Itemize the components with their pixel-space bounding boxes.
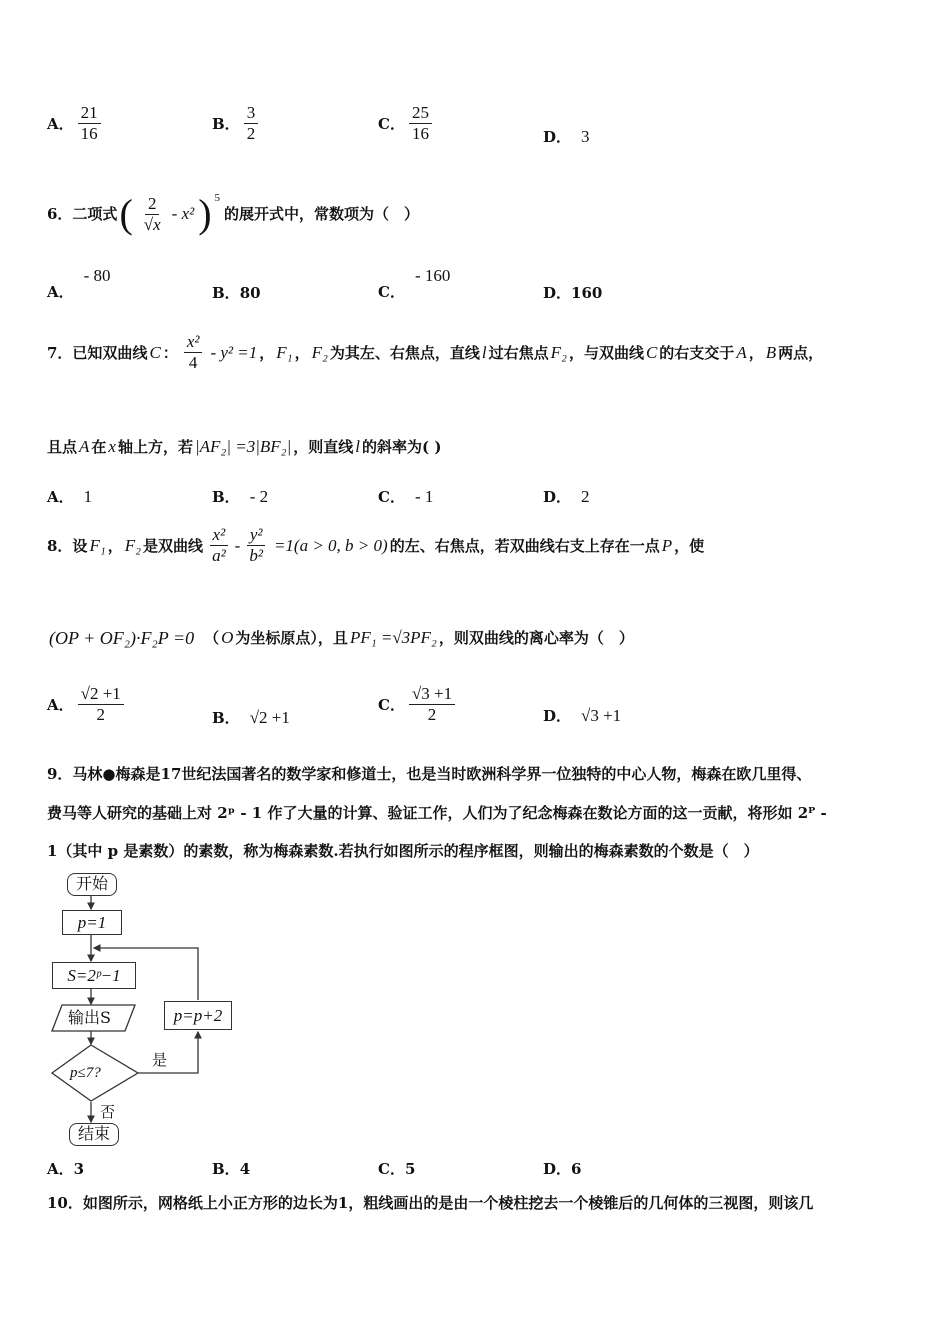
q9-option-b xyxy=(212,1159,250,1179)
fraction xyxy=(244,525,268,566)
fraction xyxy=(182,332,205,373)
text: ，则双曲线的离心率为（ ） xyxy=(438,629,634,647)
fraction xyxy=(139,194,166,235)
numerator: y² xyxy=(247,525,266,546)
option-label: B． xyxy=(212,284,240,302)
option-value: 4 xyxy=(239,1160,251,1178)
option-value: 160 xyxy=(571,284,603,302)
denominator: 2 xyxy=(427,705,437,724)
q7-stem-line1 xyxy=(47,332,823,373)
option-label: A． xyxy=(47,695,74,714)
denominator: 2 xyxy=(96,705,105,724)
q9-stem-line1: 9．马林●梅森是17世纪法国著名的数学家和修道士，也是当时欧洲科学界一位独特的中心人物，梅森在欧几里得、 xyxy=(47,765,812,783)
option-value: - 160 xyxy=(414,266,451,285)
math: x xyxy=(108,437,116,456)
option-value: - 1 xyxy=(414,487,434,506)
option-label: C． xyxy=(378,695,405,714)
numerator: √3 +1 xyxy=(409,684,455,705)
text: ， xyxy=(294,343,310,362)
math: F₂ xyxy=(124,535,142,555)
option-label: D． xyxy=(543,488,572,506)
option-value: 3 xyxy=(581,127,590,146)
q9-option-a xyxy=(47,1159,84,1179)
option-label: B． xyxy=(212,709,240,727)
denominator: 16 xyxy=(80,124,98,143)
q6-term: - x² xyxy=(171,204,195,223)
math: C xyxy=(645,342,658,362)
option-label: D． xyxy=(543,707,572,725)
option-value: √3 +1 xyxy=(581,706,622,725)
fraction xyxy=(409,684,455,725)
text: 过右焦点 xyxy=(488,343,549,362)
q10-stem-line1: 10．如图所示，网格纸上小正方形的边长为1，粗线画出的是由一个棱柱挖去一个棱锥后的几何体的三视图，则该几 xyxy=(47,1194,814,1212)
math: =1(a > 0, b > 0) xyxy=(273,535,388,555)
text: ，使 xyxy=(674,536,705,555)
text: ， xyxy=(748,343,764,362)
numerator: √2 +1 xyxy=(78,684,124,705)
denominator: √x xyxy=(143,214,161,234)
text: 且点 xyxy=(47,438,78,456)
fraction xyxy=(244,103,259,144)
text: 轴上方，若 xyxy=(117,438,193,456)
text: （ xyxy=(204,629,220,647)
q8-option-c xyxy=(378,684,459,725)
q5-option-d xyxy=(543,127,590,147)
q6-option-d xyxy=(543,283,602,303)
flowchart xyxy=(40,866,270,1151)
flowchart-end: 结束 xyxy=(69,1123,119,1146)
text: ，与双曲线 xyxy=(568,343,644,362)
math: |AF₂| =3|BF₂| xyxy=(194,437,292,456)
q6-stem xyxy=(47,192,419,236)
option-value: - 2 xyxy=(249,487,269,506)
option-label: C． xyxy=(378,114,405,133)
text: ， xyxy=(107,536,123,555)
option-value: 2 xyxy=(581,487,590,506)
q7-stem-line2 xyxy=(47,437,441,457)
math: (OP + OF₂)·F₂P =0 xyxy=(49,628,195,648)
text: 是双曲线 xyxy=(143,536,204,555)
q8-option-d xyxy=(543,706,621,726)
q9-option-c xyxy=(378,1159,415,1179)
q6-option-b xyxy=(212,283,261,303)
q8-option-b xyxy=(212,708,290,728)
math: F₂ xyxy=(550,342,567,362)
flowchart-update: p=p+2 xyxy=(164,1001,232,1030)
option-label: B． xyxy=(212,114,240,133)
text: 的斜率为( ) xyxy=(362,438,442,456)
q7-option-c xyxy=(378,487,433,507)
numerator: 2 xyxy=(145,194,160,215)
q6-suffix: 的展开式中，常数项为（ ） xyxy=(224,205,420,223)
paren-left: ( xyxy=(119,191,133,236)
option-label: A． xyxy=(47,114,74,133)
numerator: x² xyxy=(210,525,229,546)
text: 为坐标原点），且 xyxy=(235,629,348,647)
numerator: 21 xyxy=(78,103,101,124)
q8-stem-line2 xyxy=(47,628,634,648)
denominator: 16 xyxy=(411,124,429,143)
option-label: C． xyxy=(378,488,405,506)
text: 的右支交于 xyxy=(659,343,735,362)
option-label: C． xyxy=(378,1160,405,1178)
math: C xyxy=(149,342,161,362)
denominator: 2 xyxy=(246,124,256,143)
option-value: √2 +1 xyxy=(249,708,290,727)
math: l xyxy=(355,437,361,456)
math: - y² =1 xyxy=(210,342,258,362)
q9-option-d xyxy=(543,1159,581,1179)
option-value: 80 xyxy=(239,284,261,302)
paren-right: ) xyxy=(198,191,212,236)
fraction xyxy=(78,684,124,725)
flowchart-no-label: 否 xyxy=(100,1103,116,1121)
q7-option-d xyxy=(543,487,590,507)
option-value: 5 xyxy=(404,1160,416,1178)
text: ： xyxy=(162,343,178,362)
q5-option-b xyxy=(212,103,262,144)
option-label: A． xyxy=(47,283,74,301)
option-value: - 80 xyxy=(83,266,111,285)
math: F₁ xyxy=(89,535,106,555)
text: 的左、右焦点，若双曲线右支上存在一点 xyxy=(389,536,660,555)
q5-option-c xyxy=(378,103,436,144)
denominator: a² xyxy=(212,546,226,565)
math: F₁ xyxy=(276,342,293,362)
math: A xyxy=(736,342,747,362)
text: 为其左、右焦点，直线 xyxy=(329,343,480,362)
option-label: A． xyxy=(47,488,74,506)
exponent: 5 xyxy=(214,192,221,204)
text: 两点， xyxy=(778,343,824,362)
option-label: D． xyxy=(543,284,572,302)
option-label: C． xyxy=(378,283,405,301)
text: ，则直线 xyxy=(293,438,354,456)
numerator: 3 xyxy=(244,103,259,124)
option-label: D． xyxy=(543,1160,572,1178)
math: l xyxy=(481,342,487,362)
q8-stem-line1 xyxy=(47,525,704,566)
math: P xyxy=(661,535,673,555)
fraction xyxy=(207,525,231,566)
q5-option-a xyxy=(47,103,105,144)
q7-option-a xyxy=(47,487,92,507)
numerator: 25 xyxy=(409,103,432,124)
math: F₂ xyxy=(311,342,328,362)
option-label: D． xyxy=(543,128,572,146)
q6-option-c xyxy=(378,266,450,302)
flowchart-yes-label: 是 xyxy=(152,1051,168,1069)
q9-stem-line2: 费马等人研究的基础上对 2ᵖ - 1 作了大量的计算、验证工作，人们为了纪念梅森在数论方面的这一贡献，将形如 2ᴾ - xyxy=(47,804,827,822)
denominator: 4 xyxy=(188,353,198,372)
option-value: 3 xyxy=(73,1160,85,1178)
text: 8．设 xyxy=(47,536,88,555)
numerator: x² xyxy=(184,332,203,353)
option-label: B． xyxy=(212,1160,240,1178)
text: 7．已知双曲线 xyxy=(47,343,148,362)
math: B xyxy=(765,342,777,362)
fraction xyxy=(409,103,432,144)
q6-prefix: 6．二项式 xyxy=(47,205,118,223)
flowchart-calc: S=2ᵖ−1 xyxy=(52,962,136,989)
math: - xyxy=(234,535,241,555)
q6-option-a xyxy=(47,266,111,302)
q7-option-b xyxy=(212,487,268,507)
option-value: 1 xyxy=(83,487,93,506)
denominator: b² xyxy=(249,546,263,565)
math: O xyxy=(221,628,234,647)
flowchart-start: 开始 xyxy=(67,873,117,896)
text: 在 xyxy=(91,438,107,456)
flowchart-output: 输出S xyxy=(68,1008,111,1027)
q8-option-a xyxy=(47,684,128,725)
option-value: 6 xyxy=(571,1160,582,1178)
flowchart-condition: p≤7? xyxy=(70,1065,101,1081)
math: PF₁ =√3PF₂ xyxy=(349,628,437,647)
fraction xyxy=(78,103,101,144)
text: ， xyxy=(259,343,275,362)
option-label: B． xyxy=(212,488,240,506)
math: A xyxy=(79,437,90,456)
q9-stem-line3: 1（其中 p 是素数）的素数，称为梅森素数.若执行如图所示的程序框图，则输出的梅森素数的个数是（ ） xyxy=(47,842,759,860)
flowchart-init: p=1 xyxy=(62,910,122,935)
option-label: A． xyxy=(47,1160,74,1178)
